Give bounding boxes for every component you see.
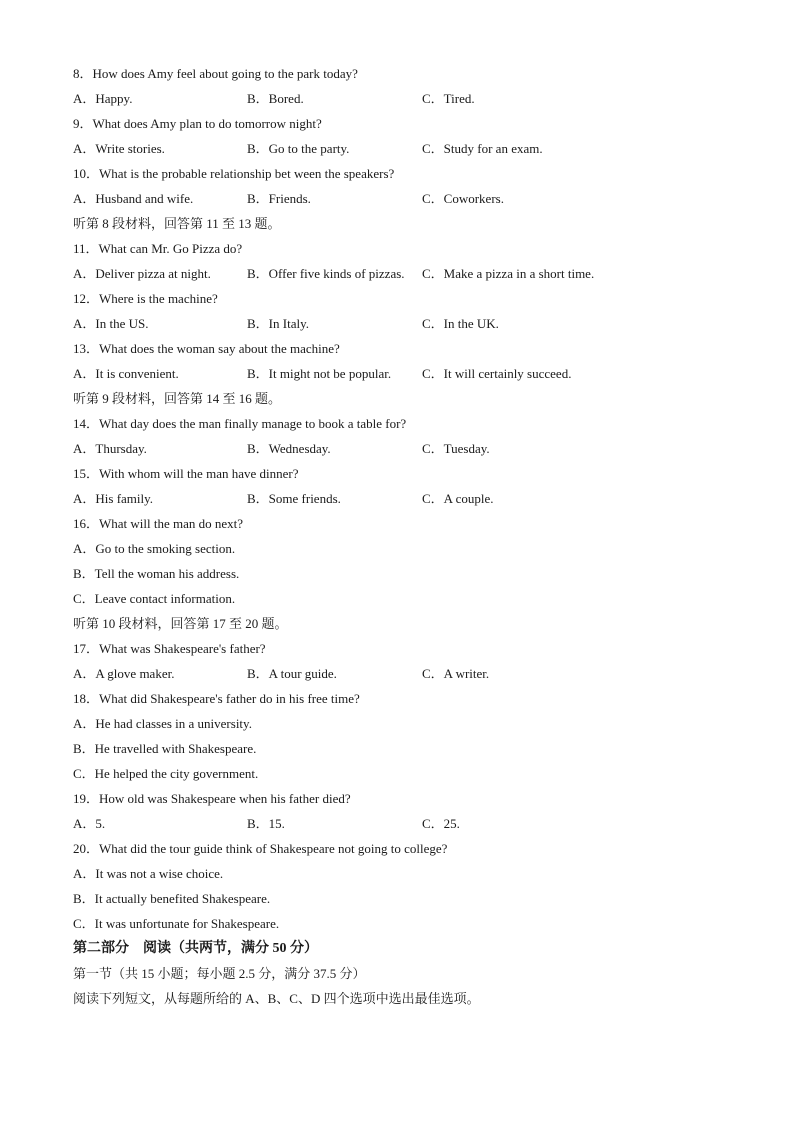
option-line: A．He had classes in a university. xyxy=(73,716,252,731)
option-line: B．Tell the woman his address. xyxy=(73,566,240,581)
option-c: C．Tuesday. xyxy=(422,441,490,456)
option-a: A．A glove maker. xyxy=(73,666,175,681)
section-instruction: 第一节（共 15 小题；每小题 2.5 分，满分 37.5 分） xyxy=(73,966,366,981)
option-a: A．Happy. xyxy=(73,91,133,106)
option-line: B．He travelled with Shakespeare. xyxy=(73,741,257,756)
question-text: 18．What did Shakespeare's father do in his free time? xyxy=(73,691,360,706)
option-a: A．It is convenient. xyxy=(73,366,179,381)
option-c: C．Coworkers. xyxy=(422,191,504,206)
option-b: B．Wednesday. xyxy=(247,441,331,456)
option-line: A．It was not a wise choice. xyxy=(73,866,224,881)
option-c: C．A writer. xyxy=(422,666,490,681)
section-instruction: 听第 9 段材料，回答第 14 至 16 题。 xyxy=(73,391,282,406)
option-b: B．In Italy. xyxy=(247,316,309,331)
options-row xyxy=(73,661,733,686)
option-b: B．Go to the party. xyxy=(247,141,350,156)
option-c: C．A couple. xyxy=(422,491,494,506)
option-b: B．It might not be popular. xyxy=(247,366,392,381)
question-text: 20．What did the tour guide think of Shakespeare not going to college? xyxy=(73,841,448,856)
option-b: B．Offer five kinds of pizzas. xyxy=(247,266,405,281)
question-text: 14．What day does the man finally manage to book a table for? xyxy=(73,416,407,431)
question-text: 9．What does Amy plan to do tomorrow night? xyxy=(73,116,322,131)
options-row xyxy=(73,311,733,336)
question-text: 8．How does Amy feel about going to the park today? xyxy=(73,66,358,81)
question-text: 15．With whom will the man have dinner? xyxy=(73,466,299,481)
options-row xyxy=(73,261,733,286)
exam-content xyxy=(73,61,733,1011)
question-text: 10．What is the probable relationship bet ween the speakers? xyxy=(73,166,395,181)
option-line: B．It actually benefited Shakespeare. xyxy=(73,891,271,906)
option-b: B．Bored. xyxy=(247,91,304,106)
option-a: A．Thursday. xyxy=(73,441,147,456)
option-a: A．His family. xyxy=(73,491,154,506)
options-row xyxy=(73,361,733,386)
option-a: A．In the US. xyxy=(73,316,149,331)
options-row xyxy=(73,811,733,836)
option-b: B．15. xyxy=(247,816,285,831)
option-line: C．Leave contact information. xyxy=(73,591,236,606)
option-a: A．Deliver pizza at night. xyxy=(73,266,211,281)
section-instruction: 听第 8 段材料，回答第 11 至 13 题。 xyxy=(73,216,281,231)
option-b: B．Some friends. xyxy=(247,491,341,506)
option-c: C．It will certainly succeed. xyxy=(422,366,572,381)
option-c: C．Tired. xyxy=(422,91,475,106)
option-a: A．5. xyxy=(73,816,106,831)
options-row xyxy=(73,436,733,461)
options-row xyxy=(73,86,733,111)
option-c: C．25. xyxy=(422,816,460,831)
option-c: C．In the UK. xyxy=(422,316,499,331)
options-row xyxy=(73,136,733,161)
option-line: C．It was unfortunate for Shakespeare. xyxy=(73,916,280,931)
options-row xyxy=(73,486,733,511)
option-a: A．Write stories. xyxy=(73,141,165,156)
option-c: C．Study for an exam. xyxy=(422,141,543,156)
question-text: 12．Where is the machine? xyxy=(73,291,218,306)
section-heading: 第二部分 阅读（共两节，满分 50 分） xyxy=(73,941,318,956)
question-text: 13．What does the woman say about the machine? xyxy=(73,341,340,356)
question-text: 11．What can Mr. Go Pizza do? xyxy=(73,241,243,256)
option-line: C．He helped the city government. xyxy=(73,766,259,781)
question-text: 16．What will the man do next? xyxy=(73,516,244,531)
option-b: B．A tour guide. xyxy=(247,666,337,681)
option-b: B．Friends. xyxy=(247,191,311,206)
section-instruction: 阅读下列短文，从每题所给的 A、B、C、D 四个选项中选出最佳选项。 xyxy=(73,991,480,1006)
option-a: A．Husband and wife. xyxy=(73,191,194,206)
option-c: C．Make a pizza in a short time. xyxy=(422,266,595,281)
question-text: 17．What was Shakespeare's father? xyxy=(73,641,266,656)
options-row xyxy=(73,186,733,211)
option-line: A．Go to the smoking section. xyxy=(73,541,236,556)
question-text: 19．How old was Shakespeare when his father died? xyxy=(73,791,351,806)
section-instruction: 听第 10 段材料，回答第 17 至 20 题。 xyxy=(73,616,288,631)
